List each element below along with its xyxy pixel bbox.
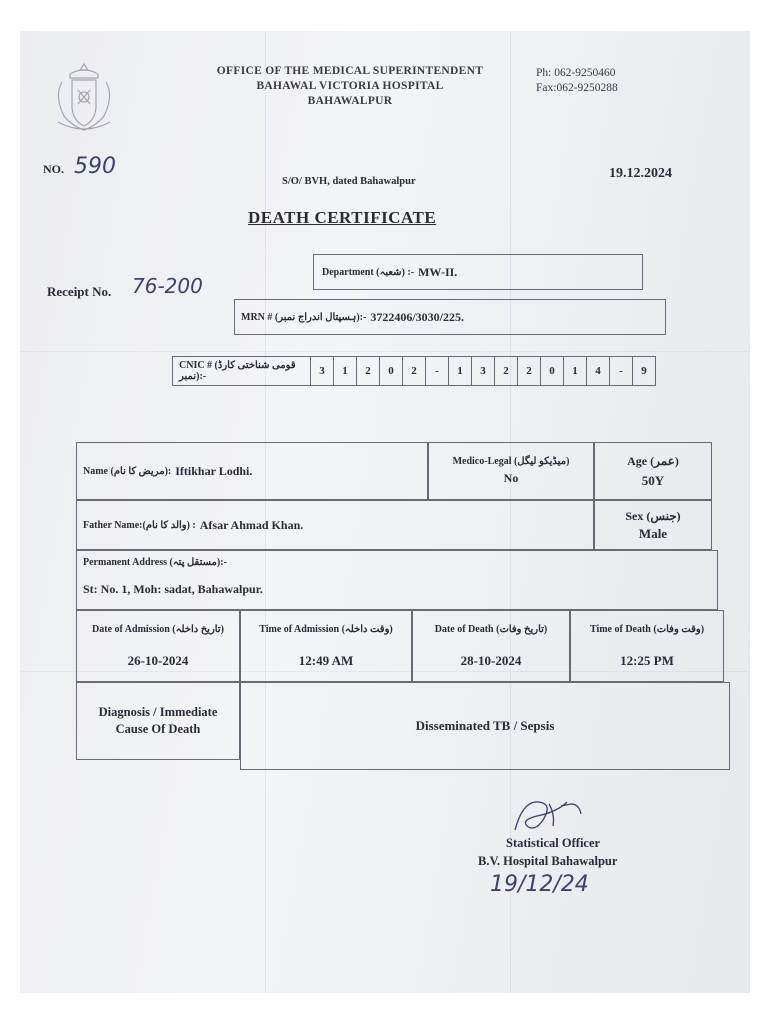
mrn-value: 3722406/3030/225. [370,309,464,324]
medico-legal-cell [428,442,594,500]
death-date-label: Date of Death (تاریخ وفات) [434,623,548,635]
cnic-digit: 2 [357,357,380,385]
diagnosis-label-cell [76,682,240,760]
patient-details-table [56,410,713,740]
cnic-digit: 9 [641,365,647,377]
death-date-cell [412,610,570,682]
cnic-digit: - [426,357,449,385]
department-box [313,254,643,290]
admission-date-cell [76,610,240,682]
cnic-digit: 0 [380,357,403,385]
document-title: DEATH CERTIFICATE [248,208,437,227]
cnic-digit: 2 [495,357,518,385]
death-time-cell [570,610,724,682]
receipt-number-handwritten: 76-200 [132,274,203,298]
admission-time-value: 12:49 AM [298,652,354,668]
reference-line: S/O/ BVH, dated Bahawalpur [282,176,416,187]
cnic-digit: - [610,357,633,385]
age-value: 50Y [641,472,665,488]
cnic-digit: 3 [472,357,495,385]
admission-date-label: Date of Admission (تاریخ داخلہ) [92,623,224,635]
address-label: Permanent Address (مستقل پتہ):- [83,557,227,568]
hospital-crest-emblem [48,60,120,136]
admission-time-label: Time of Admission (وقت داخلہ) [259,623,393,635]
office-line-2: BAHAWAL VICTORIA HOSPITAL [256,80,444,92]
sex-value: Male [638,525,668,541]
cnic-box [172,356,656,386]
fax-number: Fax:062-9250288 [536,82,618,94]
receipt-label: Receipt No. [47,284,112,299]
cnic-digit: 0 [541,357,564,385]
father-name-label: Father Name:(والد کا نام) : [83,519,196,531]
mrn-box [234,299,666,335]
phone-number: Ph: 062-9250460 [536,67,616,79]
issue-date: 19.12.2024 [609,166,672,181]
cnic-digit: 3 [311,357,334,385]
diagnosis-value-cell [240,682,730,770]
father-name-cell [76,500,594,550]
address-value: St: No. 1, Moh: sadat, Bahawalpur. [83,582,263,596]
cnic-digit: 1 [449,357,472,385]
death-time-value: 12:25 PM [620,652,674,668]
cnic-label: CNIC # (قومی شناختی کارڈ نمبر):- [173,357,311,385]
address-cell [76,550,718,610]
death-time-label: Time of Death (وقت وفات) [589,623,705,635]
office-line-1: OFFICE OF THE MEDICAL SUPERINTENDENT [216,65,484,77]
diagnosis-label: Diagnosis / Immediate Cause Of Death [98,705,218,736]
name-cell [76,442,428,500]
age-label: Age (عمر) [627,453,679,468]
signature-date-handwritten: 19/12/24 [490,872,589,897]
office-heading [160,64,540,109]
mrn-label: MRN # (ہسپتال اندراج نمبر):- [241,311,367,323]
cnic-digit: 4 [587,357,610,385]
signature-title: Statistical Officer [506,836,601,850]
cnic-digit: 2 [403,357,426,385]
contact-info [536,66,618,96]
cnic-digit: 1 [564,357,587,385]
signature-hospital: B.V. Hospital Bahawalpur [478,854,618,868]
office-line-3: BAHAWALPUR [307,95,393,107]
diagnosis-value: Disseminated TB / Sepsis [415,718,555,733]
medico-legal-label: Medico-Legal (میڈیکو لیگل) [452,456,570,467]
document-number-handwritten: 590 [74,154,116,179]
signature-block [478,780,617,897]
document-number-label: NO. [43,162,64,176]
admission-time-cell [240,610,412,682]
cnic-digit: 2 [518,357,541,385]
name-value: Iftikhar Lodhi. [175,463,253,478]
admission-date-value: 26-10-2024 [127,652,189,668]
medico-legal-value: No [503,471,519,485]
cnic-digit: 1 [334,357,357,385]
department-value: MW-II. [418,264,458,279]
age-cell [594,442,712,500]
name-label: Name (مریض کا نام): [83,465,172,477]
sex-label: Sex (جنس) [625,508,681,523]
department-label: Department (شعبہ) :- [322,266,415,278]
death-date-value: 28-10-2024 [460,652,522,668]
sex-cell [594,500,712,550]
father-name-value: Afsar Ahmad Khan. [199,517,304,532]
